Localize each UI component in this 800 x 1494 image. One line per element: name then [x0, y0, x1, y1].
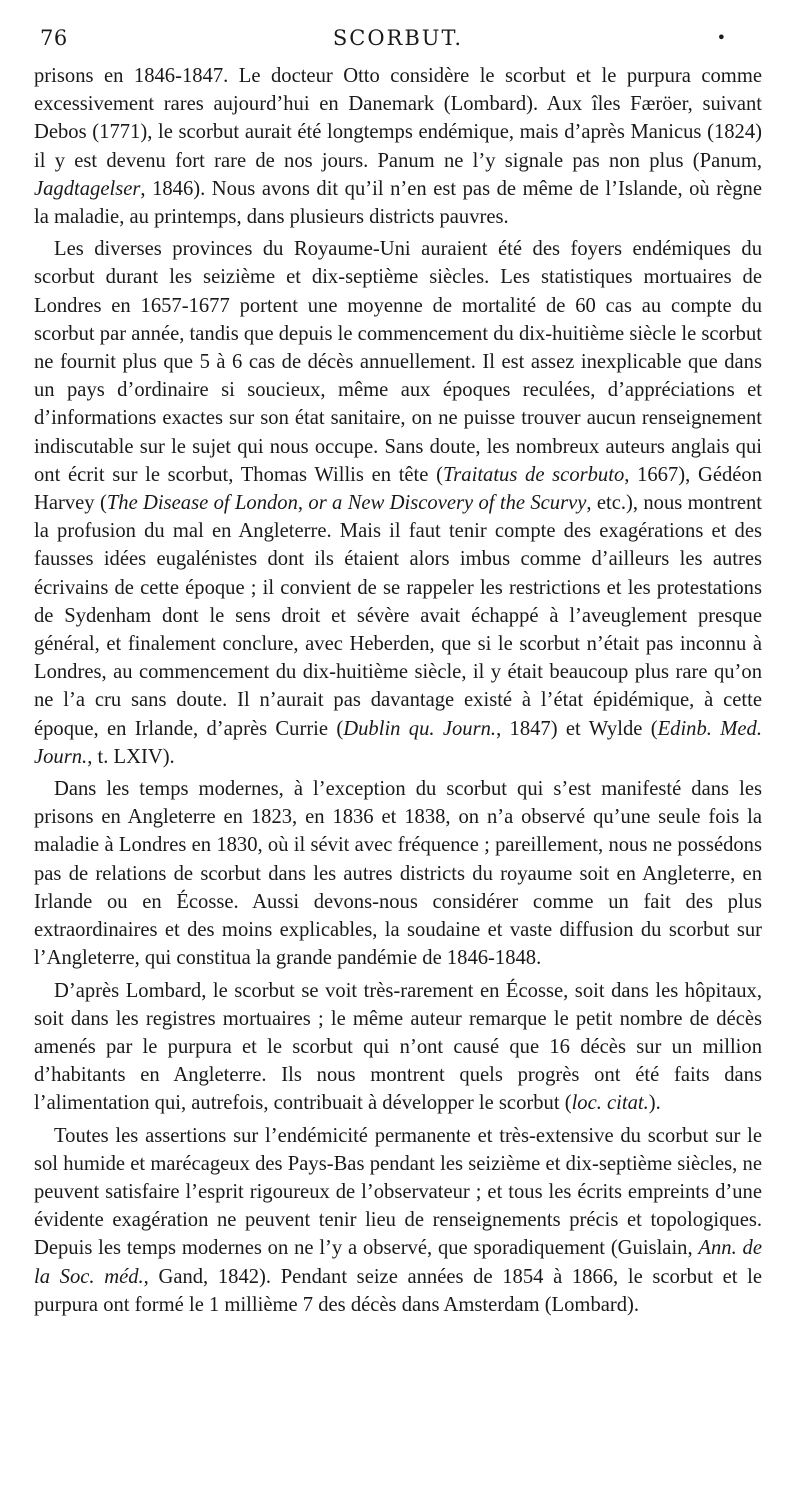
- text-run: Toutes les assertions sur l’endémicité permanente et très-extensive du scorbut sur le sol humide et marécageux des Pays-Bas pendant les seizième et dix-septième siècles, ne peuvent satisfaire l’esprit rigoureux de l’observateur ; et tous les écrits empreints d’une évidente exagération ne peuvent tenir lieu de renseignements précis et topologiques. Depuis les temps modernes on ne l’y a observé, que sporadiquement (Guislain,: [34, 1124, 762, 1260]
- italic-citation: Jagdtagelser: [34, 177, 141, 200]
- paragraph: [34, 977, 762, 1118]
- text-run: , 1846). Nous avons dit qu’il n’en est pas de même de l’Islande, où règne la maladie, au printemps, dans plusieurs districts pauvres.: [34, 177, 762, 229]
- text-run: Les diverses provinces du Royaume-Uni auraient été des foyers endémiques du scorbut durant les seizième et dix-septième siècles. Les statistiques mortuaires de Londres en 1657-1677 portent une moyenne de mortalité de 60 cas au compte du scorbut par année, tandis que depuis le commencement du dix-huitième siècle le scorbut ne fournit plus que 5 à 6 cas de décès annuellement. Il est assez inexplicable que dans un pays d’ordinaire si soucieux, même aux époques reculées, d’appréciations et d’informations exactes sur son état sanitaire, on ne puisse trouver aucun renseignement indiscutable sur le sujet qui nous occupe. Sans doute, les nombreux auteurs anglais qui ont écrit sur le scorbut, Thomas Willis en tête (: [34, 238, 762, 486]
- paragraph: [34, 62, 762, 231]
- text-run: D’après Lombard, le scorbut se voit très-rarement en Écosse, soit dans les hôpitaux, soit dans les registres mortuaires ; le même auteur remarque le petit nombre de décès amenés par le purpura et le scorbut qui n’ont causé que 16 décès sur un million d’habitants en Angleterre. Ils nous montrent quels progrès ont été faits dans l’alimentation qui, autrefois, contribuait à développer le scorbut (: [34, 979, 762, 1115]
- text-run: , Gand, 1842). Pendant seize années de 1854 à 1866, le scorbut et le purpura ont formé le 1 millième 7 des décès dans Amsterdam (Lombard).: [34, 1265, 763, 1316]
- paragraph: [34, 235, 762, 771]
- italic-citation: Ann. de la Soc. méd.: [34, 1237, 762, 1288]
- page-number: 76: [40, 26, 68, 50]
- italic-citation: The Disease of London, or a New Discovery of the Scurvy: [106, 492, 587, 515]
- text-run: , t. LXIV).: [87, 745, 175, 768]
- text-run: Dans les temps modernes, à l’exception du scorbut qui s’est manifesté dans les prisons en Angleterre en 1823, en 1836 et 1838, on n’a observé qu’une seule fois la maladie à Londres en 1830, où il sévit avec fréquence ; pareillement, nous ne possédons pas de relations de scorbut dans les autres districts du royaume soit en Angleterre, en Irlande ou en Écosse. Aussi devons-nous considérer comme un fait des plus extraordinaires et des moins explicables, la soudaine et vaste diffusion du scorbut sur l’Angleterre, qui constitua la grande pandémie de 1846-1848.: [34, 778, 762, 970]
- text-run: ).: [648, 1092, 661, 1115]
- paragraph: [34, 775, 762, 972]
- italic-citation: Traitatus de scorbuto: [442, 463, 625, 486]
- italic-citation: loc. citat.: [571, 1092, 649, 1115]
- italic-citation: Edinb. Med. Journ.: [34, 717, 762, 768]
- text-run: prisons en 1846-1847. Le docteur Otto considère le scorbut et le purpura comme excessivement rares aujourd’hui en Danemark (Lombard). Aux îles Færöer, suivant Debos (1771), le scorbut aurait été longtemps endémique, mais d’après Manicus (1824) il y est devenu fort rare de nos jours. Panum ne l’y signale pas non plus (Panum,: [34, 65, 762, 172]
- text-run: , 1847) et Wylde (: [496, 717, 658, 740]
- text-run: , 1667), Gédéon Harvey (: [34, 463, 762, 515]
- running-title: SCORBUT.: [332, 26, 464, 50]
- page-header: [34, 0, 762, 62]
- body-text: [34, 62, 762, 1319]
- italic-citation: Dublin qu. Journ.: [343, 717, 497, 740]
- paragraph: [34, 1122, 762, 1319]
- text-run: , etc.), nous montrent la profusion du mal en Angleterre. Mais il faut tenir compte des exagérations et des fausses idées eugalénistes dont ils étaient alors imbus comme d’ailleurs les autres écrivains de cette époque ; il convient de se rappeler les restrictions et les protestations de Sydenham dont le sens droit et sévère avait échappé à l’aveuglement presque général, et finalement conclure, avec Heberden, que si le scorbut n’était pas inconnu à Londres, au commencement du dix-huitième siècle, il y était beaucoup plus rare qu’on ne l’a cru sans doute. Il n’aurait pas davantage existé à l’état épidémique, à cette époque, en Irlande, d’après Currie (: [34, 492, 762, 740]
- header-dot: •: [716, 28, 726, 47]
